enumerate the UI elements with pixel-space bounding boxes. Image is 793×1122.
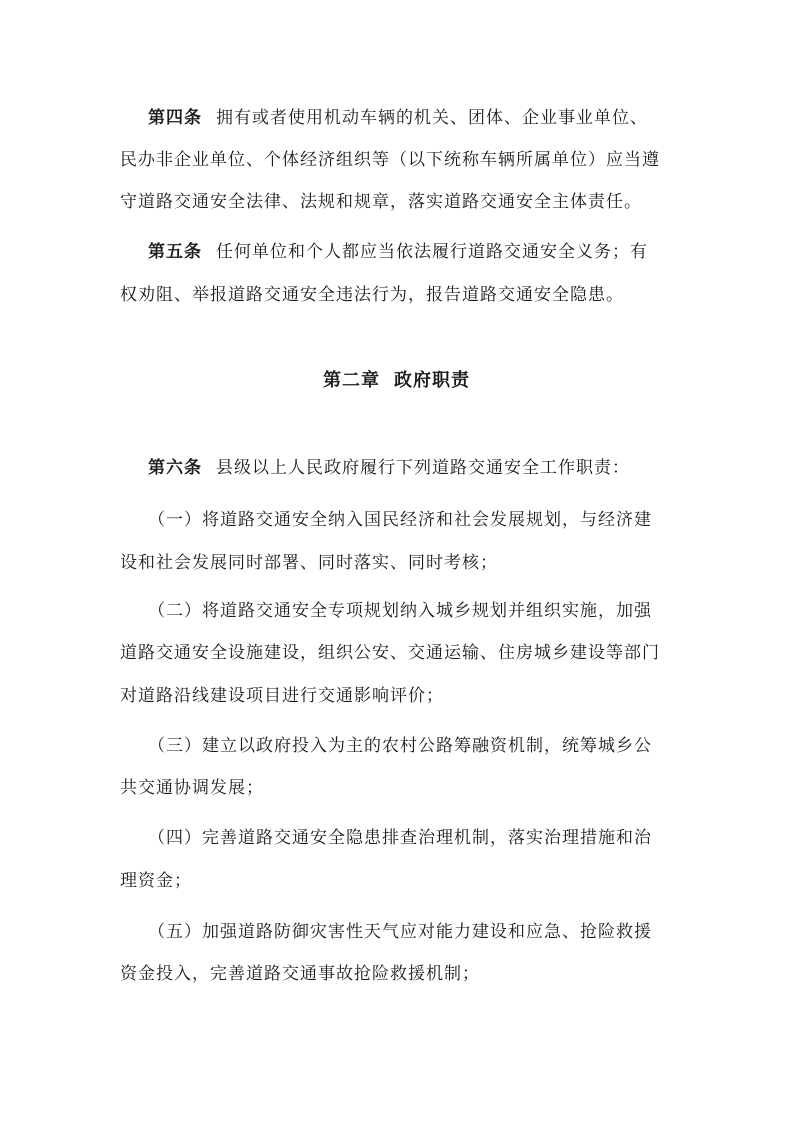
list-item-4-line-1: （四）完善道路交通安全隐患排查治理机制，落实治理措施和治 bbox=[148, 828, 652, 848]
article-5-text: 任何单位和个人都应当依法履行道路交通安全义务；有 bbox=[216, 242, 648, 262]
chapter-heading bbox=[0, 369, 793, 393]
list-item-5-line-1: （五）加强道路防御灾害性天气应对能力建设和应急、抢险救援 bbox=[148, 922, 652, 942]
article-4-line-1 bbox=[148, 106, 680, 130]
list-item-2-line-1: （二）将道路交通安全专项规划纳入城乡规划并组织实施，加强 bbox=[148, 601, 652, 621]
article-6-number: 第六条 bbox=[148, 458, 202, 478]
list-item-3-line-2: 共交通协调发展； bbox=[120, 778, 264, 798]
list-item-2-line-2: 道路交通安全设施建设，组织公安、交通运输、住房城乡建设等部门 bbox=[120, 643, 660, 663]
article-4-line-3: 守道路交通安全法律、法规和规章，落实道路交通安全主体责任。 bbox=[120, 192, 642, 212]
article-6-intro: 县级以上人民政府履行下列道路交通安全工作职责： bbox=[216, 458, 630, 478]
list-item-4-line-2: 理资金； bbox=[120, 871, 192, 891]
list-item-1-line-1: （一）将道路交通安全纳入国民经济和社会发展规划，与经济建 bbox=[148, 510, 652, 530]
list-item-2-line-3: 对道路沿线建设项目进行交通影响评价； bbox=[120, 686, 444, 706]
article-5-line-1 bbox=[148, 240, 680, 264]
article-4-line-2: 民办非企业单位、个体经济组织等（以下统称车辆所属单位）应当遵 bbox=[120, 150, 660, 170]
list-item-1-line-2: 设和社会发展同时部署、同时落实、同时考核； bbox=[120, 553, 498, 573]
article-4-number: 第四条 bbox=[148, 108, 202, 128]
article-5-number: 第五条 bbox=[148, 242, 202, 262]
chapter-number: 第二章 bbox=[323, 370, 380, 391]
list-item-5-line-2: 资金投入，完善道路交通事故抢险救援机制； bbox=[120, 964, 480, 984]
list-item-3-line-1: （三）建立以政府投入为主的农村公路筹融资机制，统筹城乡公 bbox=[148, 736, 652, 756]
article-5-line-2: 权劝阻、举报道路交通安全违法行为，报告道路交通安全隐患。 bbox=[120, 285, 624, 305]
chapter-title: 政府职责 bbox=[394, 370, 470, 391]
article-4-text: 拥有或者使用机动车辆的机关、团体、企业事业单位、 bbox=[216, 108, 648, 128]
article-6-line-1 bbox=[148, 456, 680, 480]
